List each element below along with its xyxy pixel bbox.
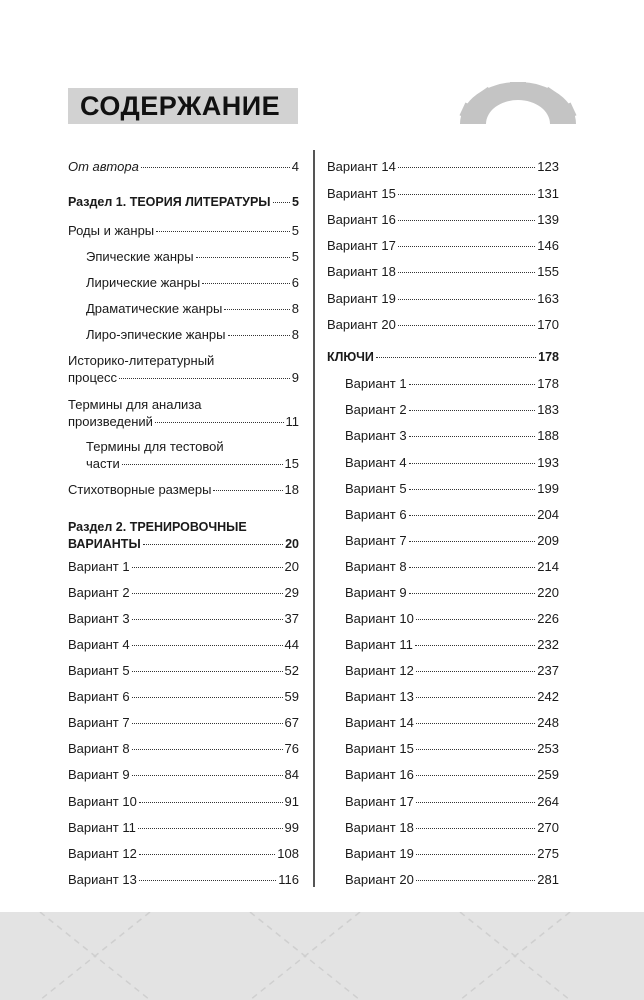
toc-leader-dots	[132, 696, 283, 698]
toc-entry	[345, 793, 559, 810]
toc-entry-page: 193	[537, 455, 559, 470]
toc-leader-dots	[409, 540, 536, 542]
toc-leader-dots	[416, 853, 535, 855]
toc-entry-page: 275	[537, 846, 559, 861]
toc-entry	[68, 714, 299, 731]
toc-entry-label: Вариант 14	[327, 159, 396, 174]
toc-entry-label: Вариант 15	[345, 741, 414, 756]
toc-entry	[68, 610, 299, 627]
toc-entry-page: 59	[284, 689, 299, 704]
toc-entry-page: 253	[537, 741, 559, 756]
toc-leader-dots	[416, 774, 535, 776]
toc-entry-label: Раздел 1. ТЕОРИЯ ЛИТЕРАТУРЫ	[68, 195, 271, 209]
toc-entry-label: Вариант 6	[345, 507, 407, 522]
toc-entry	[345, 584, 559, 601]
toc-entry-label: Вариант 17	[345, 794, 414, 809]
toc-entry-label: Лиро-эпические жанры	[86, 327, 226, 342]
toc-leader-dots	[156, 230, 290, 232]
toc-entry-page: 84	[284, 767, 299, 782]
toc-entry-page: 20	[285, 537, 299, 551]
toc-leader-dots	[143, 543, 283, 545]
toc-leader-dots	[155, 421, 284, 423]
toc-leader-dots	[139, 879, 276, 881]
toc-entry	[86, 326, 299, 343]
toc-entry	[345, 819, 559, 836]
toc-leader-dots	[409, 514, 536, 516]
toc-entry-page: 18	[284, 482, 299, 497]
toc-entry-label-continued: процесс	[68, 370, 118, 385]
toc-leader-dots	[138, 827, 283, 829]
toc-entry-page: 242	[537, 689, 559, 704]
toc-entry-page: 15	[284, 456, 299, 471]
toc-entry-label: Вариант 15	[327, 186, 396, 201]
toc-entry-page: 209	[537, 533, 559, 548]
footer-band	[0, 912, 644, 1000]
toc-entry	[345, 766, 559, 783]
toc-entry-page: 8	[291, 301, 299, 316]
toc-leader-dots	[398, 324, 535, 326]
toc-entry-label: Вариант 3	[345, 428, 407, 443]
toc-entry	[327, 211, 559, 228]
toc-leader-dots	[398, 193, 535, 195]
toc-entry-label: Эпические жанры	[86, 249, 194, 264]
toc-entry-label-continued: произведений	[68, 414, 153, 429]
toc-entry-label: Вариант 7	[345, 533, 407, 548]
toc-entry-label: Вариант 11	[68, 820, 136, 835]
toc-entry-label: Вариант 14	[345, 715, 414, 730]
toc-leader-dots	[416, 670, 535, 672]
toc-entry-page: 44	[284, 637, 299, 652]
toc-entry	[345, 714, 559, 731]
toc-entry	[68, 194, 299, 211]
toc-leader-dots	[273, 201, 291, 203]
toc-leader-dots	[409, 592, 536, 594]
toc-entry-label: Вариант 2	[345, 402, 407, 417]
toc-leader-dots	[202, 282, 290, 284]
toc-entry-label: Вариант 19	[327, 291, 396, 306]
toc-entry	[68, 584, 299, 601]
toc-entry-page: 281	[537, 872, 559, 887]
toc-entry	[327, 237, 559, 254]
toc-entry-page: 237	[537, 663, 559, 678]
toc-entry	[345, 401, 559, 418]
toc-entry-label: Термины для анализа	[68, 397, 202, 412]
toc-entry	[345, 532, 559, 549]
toc-entry-label: Вариант 1	[68, 559, 130, 574]
toc-leader-dots	[196, 256, 290, 258]
toc-leader-dots	[409, 409, 536, 411]
toc-entry-label: Вариант 4	[68, 637, 130, 652]
toc-entry-page: 5	[292, 195, 299, 209]
toc-entry-page: 6	[291, 275, 299, 290]
toc-entry-page: 37	[284, 611, 299, 626]
toc-leader-dots	[132, 566, 283, 568]
toc-entry	[68, 740, 299, 757]
toc-entry	[68, 558, 299, 575]
toc-entry-label: КЛЮЧИ	[327, 350, 374, 364]
toc-entry-page: 11	[285, 414, 299, 429]
toc-entry	[68, 158, 299, 175]
toc-leader-dots	[119, 377, 290, 379]
toc-entry-page: 108	[277, 846, 299, 861]
toc-leader-dots	[398, 245, 535, 247]
toc-entry-label: Вариант 9	[345, 585, 407, 600]
toc-entry	[345, 845, 559, 862]
toc-leader-dots	[416, 618, 535, 620]
toc-entry-page: 67	[284, 715, 299, 730]
toc-entry-label: Вариант 12	[345, 663, 414, 678]
toc-entry-page: 91	[284, 794, 299, 809]
toc-leader-dots	[228, 334, 290, 336]
toc-entry	[345, 662, 559, 679]
toc-leader-dots	[132, 774, 283, 776]
toc-leader-dots	[132, 722, 283, 724]
toc-entry	[68, 636, 299, 653]
toc-leader-dots	[139, 801, 283, 803]
toc-leader-dots	[122, 463, 283, 465]
toc-leader-dots	[416, 879, 535, 881]
toc-entry	[345, 610, 559, 627]
toc-entry-page: 259	[537, 767, 559, 782]
toc-entry-page: 188	[537, 428, 559, 443]
toc-entry	[68, 396, 299, 430]
toc-entry-label: Вариант 3	[68, 611, 130, 626]
toc-entry-page: 4	[291, 159, 299, 174]
toc-entry-label: Роды и жанры	[68, 223, 155, 238]
toc-entry-label: Вариант 16	[327, 212, 396, 227]
toc-entry-label: Вариант 5	[68, 663, 130, 678]
toc-leader-dots	[409, 488, 536, 490]
toc-entry	[345, 871, 559, 888]
toc-entry-page: 270	[537, 820, 559, 835]
toc-entry	[327, 290, 559, 307]
toc-entry-page: 248	[537, 715, 559, 730]
toc-leader-dots	[398, 271, 535, 273]
toc-entry-label: Драматические жанры	[86, 301, 223, 316]
toc-entry-label: Вариант 18	[345, 820, 414, 835]
toc-entry	[327, 316, 559, 333]
toc-entry-page: 264	[537, 794, 559, 809]
toc-entry-label: Вариант 12	[68, 846, 137, 861]
toc-entry-page: 5	[291, 223, 299, 238]
toc-entry	[345, 740, 559, 757]
toc-entry-label: Вариант 13	[345, 689, 414, 704]
toc-entry	[68, 518, 299, 553]
toc-entry-page: 123	[537, 159, 559, 174]
toc-entry-label: Термины для тестовой	[86, 439, 224, 454]
toc-entry	[345, 427, 559, 444]
toc-entry	[68, 766, 299, 783]
toc-entry-page: 199	[537, 481, 559, 496]
toc-entry	[68, 222, 299, 239]
toc-leader-dots	[409, 383, 536, 385]
toc-leader-dots	[416, 722, 535, 724]
toc-entry-page: 232	[537, 637, 559, 652]
toc-entry	[345, 480, 559, 497]
toc-leader-dots	[132, 670, 283, 672]
toc-entry-page: 214	[537, 559, 559, 574]
toc-entry-page: 8	[291, 327, 299, 342]
toc-leader-dots	[409, 435, 536, 437]
toc-leader-dots	[409, 462, 536, 464]
toc-entry	[86, 438, 299, 472]
toc-entry-page: 9	[291, 370, 299, 385]
toc-leader-dots	[213, 489, 282, 491]
toc-entry-label: Вариант 20	[327, 317, 396, 332]
toc-entry-page: 178	[537, 376, 559, 391]
toc-leader-dots	[139, 853, 275, 855]
column-divider	[313, 150, 315, 887]
page-title: СОДЕРЖАНИЕ	[80, 91, 281, 121]
toc-entry	[345, 375, 559, 392]
toc-entry-label-continued: ВАРИАНТЫ	[68, 537, 141, 551]
toc-entry-label: Лирические жанры	[86, 275, 201, 290]
toc-entry	[86, 300, 299, 317]
toc-entry	[345, 688, 559, 705]
toc-entry	[345, 558, 559, 575]
toc-entry	[345, 636, 559, 653]
toc-leader-dots	[132, 592, 283, 594]
toc-entry-label: Вариант 6	[68, 689, 130, 704]
toc-leader-dots	[132, 644, 283, 646]
toc-leader-dots	[376, 356, 536, 358]
toc-entry-label: Вариант 20	[345, 872, 414, 887]
toc-entry-label: Стихотворные размеры	[68, 482, 212, 497]
toc-entry	[86, 274, 299, 291]
toc-entry-page: 178	[538, 350, 559, 364]
toc-entry	[68, 688, 299, 705]
toc-leader-dots	[416, 748, 535, 750]
toc-entry-page: 131	[537, 186, 559, 201]
toc-entry	[345, 506, 559, 523]
toc-entry-page: 163	[537, 291, 559, 306]
toc-entry-page: 52	[284, 663, 299, 678]
toc-entry	[68, 845, 299, 862]
toc-leader-dots	[416, 827, 535, 829]
toc-entry-page: 220	[537, 585, 559, 600]
toc-entry	[68, 793, 299, 810]
toc-leader-dots	[415, 644, 535, 646]
toc-entry-label: Вариант 11	[345, 637, 413, 652]
footer-pattern	[0, 912, 644, 1000]
toc-leader-dots	[409, 566, 536, 568]
toc-leader-dots	[398, 219, 535, 221]
toc-entry-label: Вариант 9	[68, 767, 130, 782]
toc-entry-page: 146	[537, 238, 559, 253]
toc-entry	[327, 185, 559, 202]
toc-entry	[345, 454, 559, 471]
toc-entry-page: 116	[278, 872, 299, 887]
toc-leader-dots	[398, 298, 535, 300]
toc-entry-label: Вариант 13	[68, 872, 137, 887]
toc-entry-page: 155	[537, 264, 559, 279]
toc-entry-page: 5	[291, 249, 299, 264]
toc-entry-label-continued: части	[86, 456, 120, 471]
toc-entry-page: 76	[284, 741, 299, 756]
toc-entry	[68, 662, 299, 679]
toc-leader-dots	[132, 748, 283, 750]
toc-entry-label: Вариант 19	[345, 846, 414, 861]
toc-leader-dots	[416, 696, 535, 698]
toc-entry-label: Вариант 5	[345, 481, 407, 496]
toc-entry-page: 20	[284, 559, 299, 574]
toc-leader-dots	[398, 166, 535, 168]
toc-entry-page: 204	[537, 507, 559, 522]
toc-entry-label: Вариант 18	[327, 264, 396, 279]
toc-entry	[68, 352, 299, 386]
toc-entry-label: Вариант 16	[345, 767, 414, 782]
toc-entry-page: 183	[537, 402, 559, 417]
toc-entry-label: Вариант 10	[345, 611, 414, 626]
toc-entry	[68, 819, 299, 836]
toc-entry	[68, 871, 299, 888]
toc-entry-page: 139	[537, 212, 559, 227]
toc-entry	[68, 481, 299, 498]
toc-entry-page: 29	[284, 585, 299, 600]
toc-entry-label: Вариант 1	[345, 376, 407, 391]
toc-entry	[327, 349, 559, 366]
toc-leader-dots	[141, 166, 290, 168]
toc-entry-label: Историко-литературный	[68, 353, 215, 368]
toc-entry	[86, 248, 299, 265]
toc-entry-label: Вариант 8	[345, 559, 407, 574]
toc-entry-label: Вариант 7	[68, 715, 130, 730]
toc-entry	[327, 263, 559, 280]
toc-entry-label: Раздел 2. ТРЕНИРОВОЧНЫЕ	[68, 520, 247, 534]
toc-entry-page: 170	[537, 317, 559, 332]
toc-entry	[327, 158, 559, 175]
gear-icon	[458, 82, 578, 126]
toc-leader-dots	[132, 618, 283, 620]
toc-entry-label: Вариант 2	[68, 585, 130, 600]
toc-entry-page: 99	[284, 820, 299, 835]
toc-entry-label: Вариант 4	[345, 455, 407, 470]
toc-entry-label: Вариант 10	[68, 794, 137, 809]
toc-leader-dots	[224, 308, 289, 310]
toc-entry-page: 226	[537, 611, 559, 626]
toc-entry-label: От автора	[68, 159, 139, 174]
toc-leader-dots	[416, 801, 535, 803]
toc-entry-label: Вариант 8	[68, 741, 130, 756]
toc-entry-label: Вариант 17	[327, 238, 396, 253]
